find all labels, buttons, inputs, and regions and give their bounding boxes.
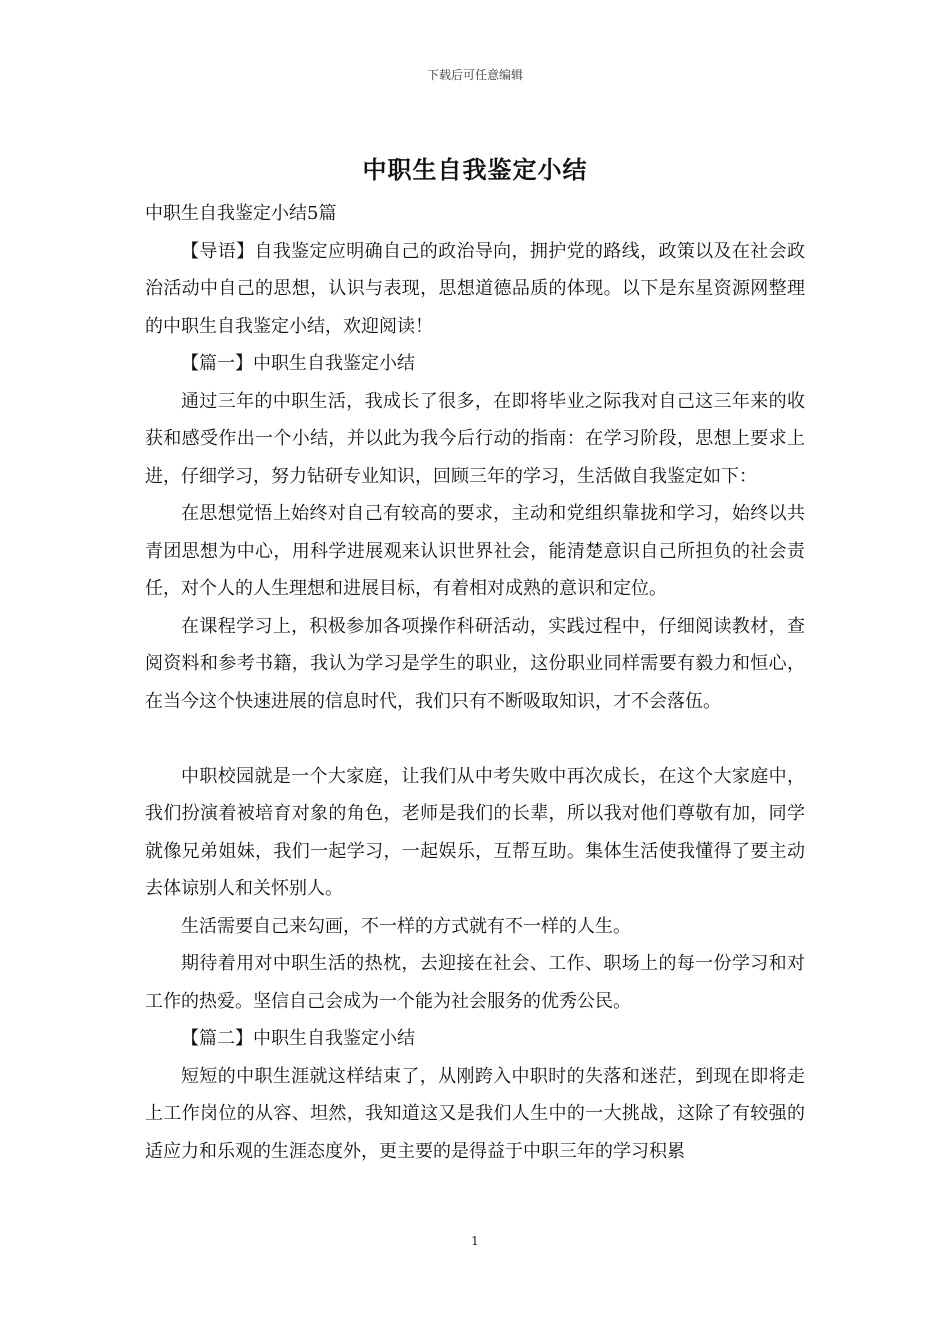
paragraph-gap: [145, 720, 805, 758]
body-paragraph: 在思想觉悟上始终对自己有较高的要求，主动和党组织靠拢和学习，始终以共青团思想为中心，用科学进展观来认识世界社会，能清楚意识自己所担负的社会责任，对个人的人生理想和进展目标，有着相对成熟的意识和定位。: [145, 503, 805, 599]
document-body: [145, 195, 805, 1170]
page-number: 1: [471, 1234, 479, 1248]
intro-paragraph: 【导语】自我鉴定应明确自己的政治导向，拥护党的路线，政策以及在社会政治活动中自己的思想，认识与表现，思想道德品质的体现。以下是东星资源网整理的中职生自我鉴定小结，欢迎阅读！: [145, 240, 805, 337]
body-paragraph: 期待着用对中职生活的热枕，去迎接在社会、工作、职场上的每一份学习和对工作的热爱。坚信自己会成为一个能为社会服务的优秀公民。: [145, 953, 805, 1012]
section-heading-1: 【篇一】中职生自我鉴定小结: [181, 353, 415, 374]
body-paragraph: 生活需要自己来勾画，不一样的方式就有不一样的人生。: [181, 915, 631, 937]
body-paragraph: 短短的中职生涯就这样结束了，从刚跨入中职时的失落和迷茫，到现在即将走上工作岗位的从容、坦然，我知道这又是我们人生中的一大挑战，这除了有较强的适应力和乐观的生涯态度外，更主要的是得益于中职三年的学习积累: [145, 1065, 805, 1162]
header-note: 下载后可任意编辑: [426, 68, 523, 82]
section-heading-2: 【篇二】中职生自我鉴定小结: [181, 1028, 415, 1049]
body-paragraph: 中职校园就是一个大家庭，让我们从中考失败中再次成长，在这个大家庭中，我们扮演着被培育对象的角色，老师是我们的长辈，所以我对他们尊敬有加，同学就像兄弟姐妹，我们一起学习，一起娱乐，互帮互助。集体生活使我懂得了要主动去体谅别人和关怀别人。: [145, 765, 805, 899]
document-title: 中职生自我鉴定小结: [362, 155, 588, 184]
body-paragraph: 通过三年的中职生活，我成长了很多，在即将毕业之际我对自己这三年来的收获和感受作出一个小结，并以此为我今后行动的指南：在学习阶段，思想上要求上进，仔细学习，努力钻研专业知识，回顾三年的学习，生活做自我鉴定如下：: [145, 390, 805, 487]
document-subtitle: 中职生自我鉴定小结5篇: [145, 203, 337, 224]
body-paragraph: 在课程学习上，积极参加各项操作科研活动，实践过程中，仔细阅读教材，查阅资料和参考书籍，我认为学习是学生的职业，这份职业同样需要有毅力和恒心，在当今这个快速进展的信息时代，我们只有不断吸取知识，才不会落伍。: [145, 615, 805, 712]
